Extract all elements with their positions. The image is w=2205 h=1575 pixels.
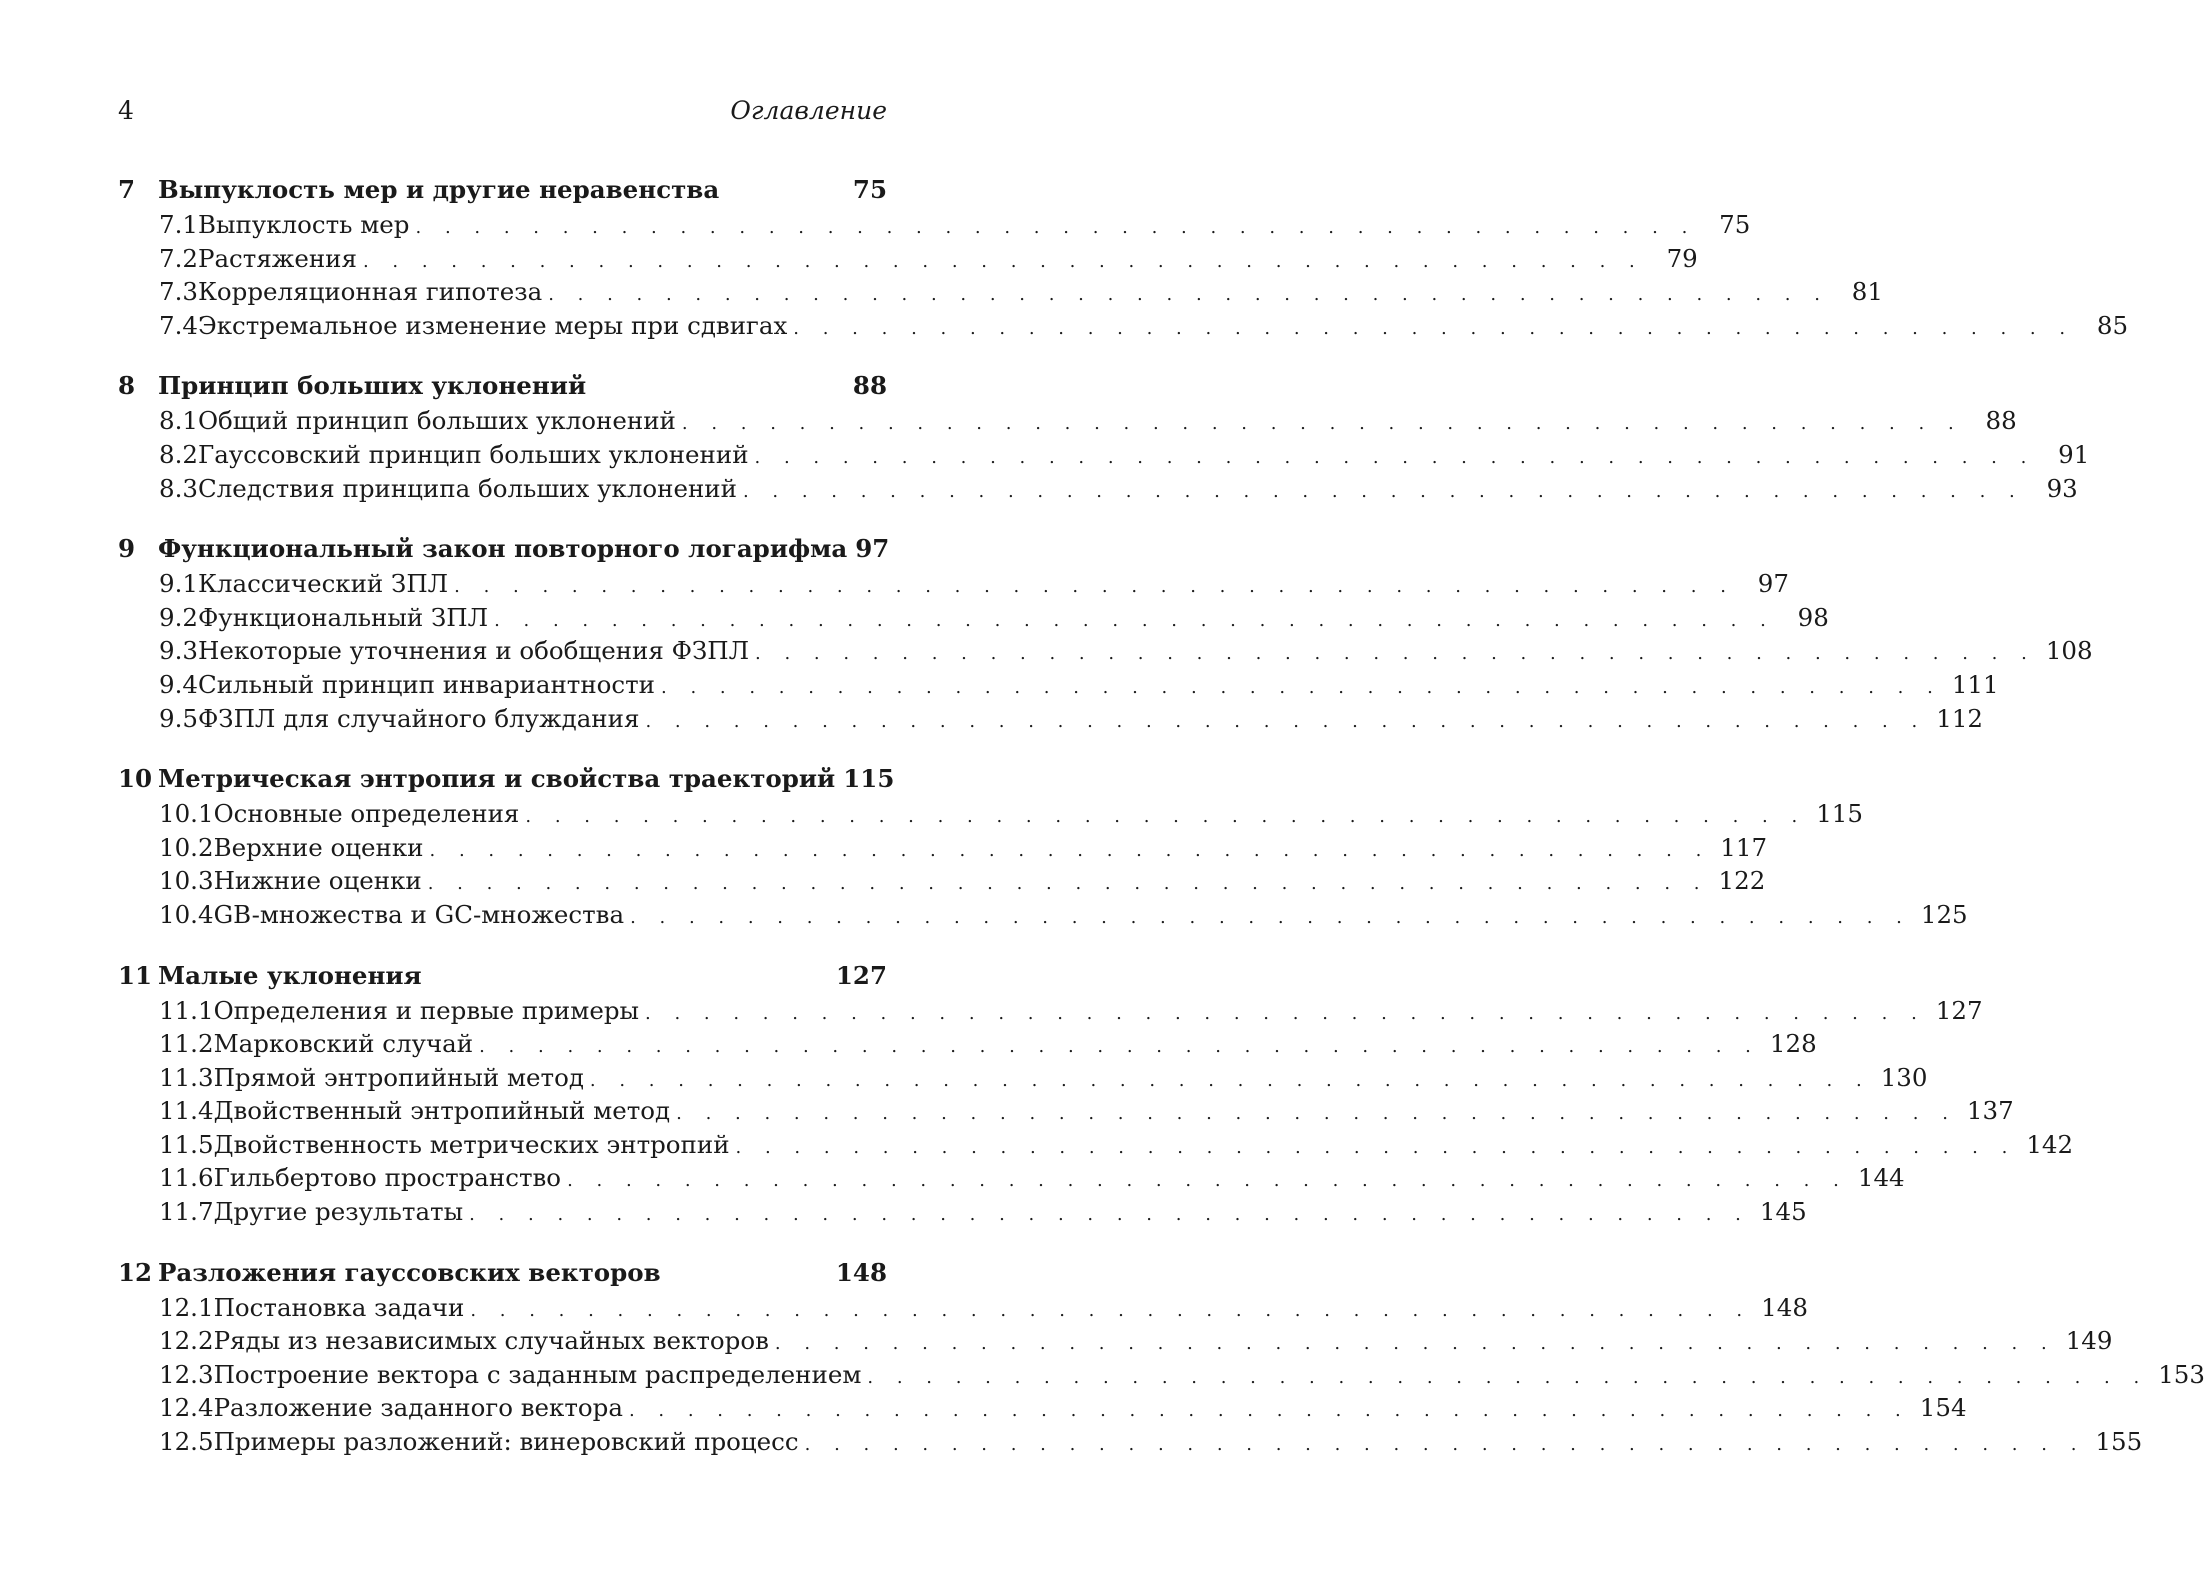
section-title: Следствия принципа больших уклонений	[197, 473, 737, 503]
running-title: Оглавление	[730, 96, 887, 125]
section-page: 88	[1985, 406, 2017, 436]
section-number: 7.2	[159, 243, 198, 273]
section-entry[interactable]	[118, 438, 2090, 472]
page-header	[118, 96, 887, 130]
section-page: 79	[1666, 243, 1698, 273]
section-entry[interactable]	[118, 404, 2017, 438]
section-title: Верхние оценки	[213, 832, 424, 862]
chapter-number: 11	[118, 960, 153, 990]
dot-leader	[590, 1064, 1871, 1098]
section-title: Некоторые уточнения и обобщения ФЗПЛ	[197, 636, 750, 666]
dot-leader	[736, 1131, 2017, 1165]
dot-leader	[567, 1164, 1848, 1198]
section-number: 9.4	[159, 669, 198, 699]
chapter-page: 127	[835, 960, 887, 990]
section-number: 7.1	[159, 210, 198, 239]
section-title: Общий принцип больших уклонений	[197, 406, 676, 436]
section-number: 7.4	[159, 310, 198, 340]
section-page: 81	[1851, 277, 1883, 307]
section-title: Экстремальное изменение меры при сдвигах	[197, 310, 788, 340]
section-number: 8.3	[159, 473, 198, 503]
dot-leader	[548, 278, 1829, 312]
section-entry[interactable]	[118, 668, 1999, 702]
section-page: 85	[2096, 310, 2129, 340]
section-title: Марковский случай	[213, 1029, 474, 1059]
section-title: Постановка задачи	[213, 1292, 465, 1322]
section-entry[interactable]	[118, 242, 1698, 276]
section-title: ФЗПЛ для случайного блуждания	[197, 703, 640, 733]
dot-leader	[629, 1394, 1910, 1428]
section-title: Основные определения	[213, 799, 520, 829]
section-page: 137	[1966, 1096, 2014, 1126]
chapter-entry[interactable]	[118, 958, 887, 994]
chapter-number: 9	[118, 534, 136, 564]
section-title: Разложение заданного вектора	[213, 1393, 623, 1423]
section-number: 11.6	[159, 1163, 214, 1193]
section-title: Выпуклость мер	[197, 210, 410, 239]
section-entry[interactable]	[118, 1425, 2143, 1459]
section-title: Двойственность метрических энтропий	[213, 1129, 730, 1159]
table-of-contents	[118, 172, 2205, 1485]
section-title: Классический ЗПЛ	[197, 569, 449, 599]
section-title: Другие результаты	[213, 1197, 464, 1227]
section-number: 11.4	[159, 1096, 214, 1126]
section-entry[interactable]	[118, 1358, 2205, 1392]
section-title: Гауссовский принцип больших уклонений	[197, 439, 749, 469]
dot-leader	[682, 407, 1963, 441]
chapter-title: Принцип больших уклонений	[158, 371, 587, 401]
section-number: 9.3	[159, 636, 198, 666]
section-page: 148	[1761, 1292, 1808, 1322]
section-entry[interactable]	[118, 208, 1751, 242]
chapter-number: 7	[118, 175, 136, 204]
section-entry[interactable]	[118, 702, 1983, 736]
section-page: 111	[1951, 669, 1999, 699]
section-page: 117	[1720, 832, 1768, 862]
section-number: 8.1	[159, 406, 198, 436]
section-entry[interactable]	[118, 275, 1883, 309]
dot-leader	[867, 1361, 2148, 1395]
dot-leader	[743, 475, 2024, 509]
section-entry[interactable]	[118, 898, 1968, 932]
section-page: 144	[1857, 1163, 1905, 1193]
section-number: 12.5	[159, 1427, 214, 1457]
section-entry[interactable]	[118, 1324, 2113, 1358]
chapter-entry[interactable]	[118, 172, 887, 208]
section-entry[interactable]	[118, 567, 1789, 601]
chapter-entry[interactable]	[118, 1255, 887, 1291]
chapter-page: 75	[852, 175, 887, 204]
chapter-number: 8	[118, 371, 136, 401]
section-page: 75	[1719, 210, 1751, 239]
section-title: Двойственный энтропийный метод	[213, 1096, 671, 1126]
toc-chapter	[118, 172, 2129, 342]
section-entry[interactable]	[118, 1161, 1905, 1195]
section-page: 153	[2158, 1359, 2205, 1389]
section-number: 11.7	[159, 1197, 214, 1227]
dot-leader	[470, 1294, 1751, 1328]
section-number: 9.1	[159, 569, 198, 599]
section-page: 155	[2095, 1427, 2143, 1457]
section-number: 9.2	[159, 602, 198, 632]
dot-leader	[661, 671, 1942, 705]
section-number: 10.4	[159, 899, 214, 929]
section-number: 10.2	[159, 832, 214, 862]
section-title: Построение вектора с заданным распределением	[213, 1359, 862, 1389]
section-page: 130	[1880, 1062, 1928, 1092]
section-page: 128	[1769, 1029, 1817, 1059]
section-number: 11.5	[159, 1129, 214, 1159]
section-number: 11.1	[159, 995, 214, 1025]
section-entry[interactable]	[118, 634, 2093, 668]
dot-leader	[630, 901, 1911, 935]
chapter-number: 12	[118, 1257, 153, 1287]
dot-leader	[775, 1327, 2056, 1361]
section-entry[interactable]	[118, 797, 1863, 831]
dot-leader	[494, 604, 1775, 638]
section-number: 11.3	[159, 1062, 214, 1092]
section-title: Прямой энтропийный метод	[213, 1062, 584, 1092]
page-number: 4	[118, 96, 134, 125]
chapter-page: 88	[852, 371, 887, 401]
section-number: 8.2	[159, 439, 198, 469]
chapter-number: 10	[118, 764, 153, 794]
dot-leader	[805, 1428, 2086, 1462]
section-title: Гильбертово пространство	[213, 1163, 562, 1193]
section-number: 12.2	[159, 1326, 214, 1356]
dot-leader	[676, 1097, 1957, 1131]
section-entry[interactable]	[118, 1094, 2014, 1128]
section-page: 122	[1718, 866, 1766, 896]
section-page: 142	[2026, 1129, 2074, 1159]
section-entry[interactable]	[118, 1291, 1808, 1325]
section-entry[interactable]	[118, 994, 1983, 1028]
dot-leader	[645, 705, 1926, 739]
dot-leader	[363, 245, 1644, 279]
section-number: 9.5	[159, 703, 198, 733]
section-page: 97	[1757, 569, 1789, 599]
section-entry[interactable]	[118, 601, 1829, 635]
chapter-title: Метрическая энтропия и свойства траекторий	[158, 764, 836, 794]
chapter-entry[interactable]	[118, 531, 890, 567]
section-page: 93	[2046, 473, 2078, 503]
dot-leader	[755, 441, 2036, 475]
dot-leader	[454, 570, 1735, 604]
section-entry[interactable]	[118, 1061, 1928, 1095]
section-page: 154	[1919, 1393, 1967, 1423]
chapter-title: Выпуклость мер и другие неравенства	[158, 175, 720, 204]
section-title: GB-множества и GC-множества	[213, 899, 625, 929]
section-page: 125	[1920, 899, 1968, 929]
chapter-title: Функциональный закон повторного логарифма	[158, 534, 848, 564]
chapter-title: Разложения гауссовских векторов	[158, 1257, 661, 1287]
section-page: 112	[1936, 703, 1983, 733]
dot-leader	[469, 1198, 1750, 1232]
toc-chapter	[118, 531, 2093, 735]
dot-leader	[793, 312, 2074, 346]
chapter-title: Малые уклонения	[158, 960, 422, 990]
section-number: 7.3	[159, 277, 198, 307]
section-page: 127	[1935, 995, 1983, 1025]
section-entry[interactable]	[118, 864, 1766, 898]
dot-leader	[430, 834, 1711, 868]
section-entry[interactable]	[118, 1027, 1817, 1061]
toc-chapter	[118, 1255, 2205, 1459]
section-title: Сильный принцип инвариантности	[197, 669, 656, 699]
section-entry[interactable]	[118, 309, 2129, 343]
toc-chapter	[118, 958, 2074, 1229]
section-number: 10.1	[159, 799, 214, 829]
dot-leader	[525, 800, 1806, 834]
section-number: 12.4	[159, 1393, 214, 1423]
section-page: 145	[1759, 1197, 1807, 1227]
dot-leader	[755, 637, 2036, 671]
toc-chapter	[118, 761, 1968, 931]
section-number: 11.2	[159, 1029, 214, 1059]
section-number: 10.3	[159, 866, 214, 896]
section-title: Корреляционная гипотеза	[197, 277, 543, 307]
section-title: Примеры разложений: винеровский процесс	[213, 1427, 799, 1457]
section-page: 91	[2058, 439, 2090, 469]
chapter-page: 115	[843, 764, 895, 794]
section-page: 108	[2045, 636, 2093, 666]
section-entry[interactable]	[118, 1195, 1807, 1229]
section-title: Функциональный ЗПЛ	[197, 602, 489, 632]
section-page: 115	[1816, 799, 1863, 829]
section-page: 149	[2065, 1326, 2113, 1356]
section-entry[interactable]	[118, 1391, 1967, 1425]
section-entry[interactable]	[118, 1128, 2074, 1162]
section-page: 98	[1797, 602, 1829, 632]
chapter-entry[interactable]	[118, 761, 895, 797]
section-title: Определения и первые примеры	[213, 995, 639, 1025]
section-title: Ряды из независимых случайных векторов	[213, 1326, 769, 1356]
chapter-page: 148	[835, 1257, 887, 1287]
section-entry[interactable]	[118, 831, 1768, 865]
section-entry[interactable]	[118, 472, 2078, 506]
chapter-page: 97	[855, 534, 890, 564]
chapter-entry[interactable]	[118, 368, 887, 404]
dot-leader	[479, 1030, 1760, 1064]
section-number: 12.3	[159, 1359, 214, 1389]
dot-leader	[416, 211, 1697, 245]
dot-leader	[428, 867, 1709, 901]
section-number: 12.1	[159, 1292, 214, 1322]
toc-chapter	[118, 368, 2090, 505]
section-title: Нижние оценки	[213, 866, 422, 896]
dot-leader	[645, 997, 1926, 1031]
section-title: Растяжения	[197, 243, 357, 273]
